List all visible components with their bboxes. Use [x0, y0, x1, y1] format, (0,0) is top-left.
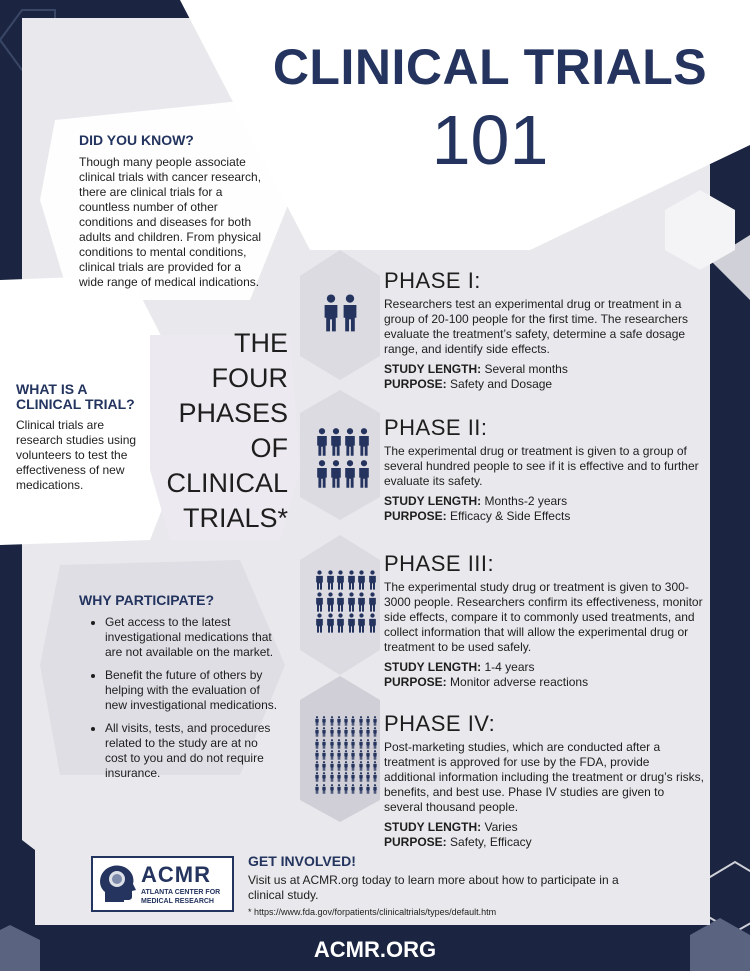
get-involved-section — [248, 853, 668, 917]
person-icon — [329, 772, 335, 782]
four-phases-line: FOUR — [211, 363, 288, 393]
person-icon — [350, 761, 356, 771]
person-icon — [368, 570, 377, 590]
person-icon — [314, 750, 320, 760]
person-icon — [350, 727, 356, 737]
person-icon — [321, 716, 327, 726]
person-icon — [358, 772, 364, 782]
person-icon — [358, 784, 364, 794]
why-participate-list — [79, 615, 279, 781]
person-icon — [350, 772, 356, 782]
person-icon — [350, 716, 356, 726]
person-icon — [321, 739, 327, 749]
person-icon — [336, 716, 342, 726]
phase-title: PHASE II: — [384, 415, 488, 440]
phase-4 — [384, 711, 704, 850]
phase-3 — [384, 551, 704, 690]
person-icon — [329, 761, 335, 771]
head-brain-icon — [99, 864, 137, 904]
what-is-heading-line2: CLINICAL TRIAL? — [16, 396, 135, 412]
purpose-value: Safety, Efficacy — [450, 835, 532, 849]
person-icon — [321, 784, 327, 794]
acmr-logo[interactable] — [91, 856, 234, 912]
person-icon — [357, 570, 366, 590]
person-icon — [329, 739, 335, 749]
person-icon — [343, 750, 349, 760]
purpose-label: PURPOSE: — [384, 509, 447, 523]
person-icon — [347, 570, 356, 590]
list-item: • All visits, tests, and procedures related to the study are at no cost to you and do not require insurance. — [105, 721, 279, 781]
person-icon — [314, 727, 320, 737]
person-icon — [365, 772, 371, 782]
person-icon — [321, 727, 327, 737]
four-phases-line: OF — [250, 433, 288, 463]
logo-subtitle-line2: MEDICAL RESEARCH — [141, 898, 214, 905]
person-icon — [329, 750, 335, 760]
purpose-label: PURPOSE: — [384, 675, 447, 689]
person-icon — [326, 613, 335, 633]
what-is-heading-line1: WHAT IS A — [16, 381, 88, 397]
person-icon — [336, 761, 342, 771]
person-icon — [368, 613, 377, 633]
phase-body: Researchers test an experimental drug or treatment in a group of 20-100 people for the first time. The researchers evaluate the treatment’s safety, determine a safe dosage range, and identify side effects. — [384, 297, 688, 356]
person-icon — [336, 784, 342, 794]
person-icon — [321, 761, 327, 771]
footer-url[interactable]: ACMR.ORG — [313, 937, 437, 962]
person-icon — [321, 750, 327, 760]
phase4-people-icon — [314, 716, 380, 795]
what-is-body: Clinical trials are research studies using volunteers to test the effectiveness of new medications. — [16, 418, 137, 492]
phase-title: PHASE IV: — [384, 711, 496, 736]
person-icon — [344, 427, 356, 457]
person-icon — [330, 459, 342, 489]
list-item: • Benefit the future of others by helping with the evaluation of new investigational medications. — [105, 668, 279, 713]
person-icon — [350, 750, 356, 760]
study-length-label: STUDY LENGTH: — [384, 362, 482, 376]
person-icon — [358, 761, 364, 771]
person-icon — [372, 739, 378, 749]
did-you-know-section — [79, 132, 269, 290]
person-icon — [372, 716, 378, 726]
person-icon — [314, 761, 320, 771]
four-phases-line: PHASES — [178, 398, 288, 428]
person-icon — [314, 716, 320, 726]
person-icon — [350, 784, 356, 794]
four-phases-line: CLINICAL — [166, 468, 288, 498]
study-length-label: STUDY LENGTH: — [384, 660, 482, 674]
did-you-know-body: Though many people associate clinical trials with cancer research, there are clinical trials for a countless number of other conditions and diseases for both adults and children. From physical conditions to mental conditions, clinical trials are provided for a wide range of medical indications. — [79, 155, 262, 289]
phase-body: The experimental study drug or treatment is given to 300-3000 people. Researchers confirm its effectiveness, monitor side effects, compare it to commonly used treatments, and collect information that will allow the experimental drug or treatment to be used safely. — [384, 580, 703, 654]
phase2-people-icon — [316, 427, 376, 491]
phase-body: The experimental drug or treatment is given to a group of several hundred people to see if it is effective and to further evaluate its safety. — [384, 444, 699, 488]
person-icon — [315, 570, 324, 590]
person-icon — [343, 784, 349, 794]
logo-subtitle — [141, 888, 233, 906]
person-icon — [372, 772, 378, 782]
phase1-people-icon — [323, 291, 363, 338]
phase-title: PHASE III: — [384, 551, 495, 576]
person-icon — [343, 727, 349, 737]
person-icon — [315, 613, 324, 633]
person-icon — [316, 427, 328, 457]
person-icon — [315, 592, 324, 612]
person-icon — [336, 592, 345, 612]
purpose-label: PURPOSE: — [384, 835, 447, 849]
person-icon — [323, 291, 339, 335]
person-icon — [358, 716, 364, 726]
person-icon — [336, 613, 345, 633]
person-icon — [357, 592, 366, 612]
person-icon — [365, 727, 371, 737]
person-icon — [358, 427, 370, 457]
phase-1 — [384, 268, 704, 392]
person-icon — [357, 613, 366, 633]
study-length-value: 1-4 years — [484, 660, 535, 674]
person-icon — [326, 592, 335, 612]
person-icon — [350, 739, 356, 749]
person-icon — [342, 291, 358, 335]
person-icon — [314, 739, 320, 749]
person-icon — [358, 459, 370, 489]
person-icon — [365, 716, 371, 726]
person-icon — [365, 784, 371, 794]
phase-body: Post-marketing studies, which are conducted after a treatment is approved for use by the FDA, provide additional information including the treatment or drug’s risks, benefits, and best use. Phase IV studies are given to several thousand people. — [384, 740, 704, 814]
get-involved-heading: GET INVOLVED! — [248, 853, 356, 869]
person-icon — [372, 750, 378, 760]
purpose-label: PURPOSE: — [384, 377, 447, 391]
purpose-value: Safety and Dosage — [450, 377, 553, 391]
study-length-label: STUDY LENGTH: — [384, 820, 482, 834]
why-participate-heading: WHY PARTICIPATE? — [79, 592, 215, 608]
person-icon — [314, 784, 320, 794]
person-icon — [321, 772, 327, 782]
person-icon — [314, 772, 320, 782]
footnote-link[interactable]: * https://www.fda.gov/forpatients/clinicaltrials/types/default.htm — [248, 907, 497, 917]
what-is-section — [16, 382, 141, 493]
person-icon — [347, 592, 356, 612]
why-participate-section — [79, 592, 279, 789]
person-icon — [358, 739, 364, 749]
person-icon — [347, 613, 356, 633]
person-icon — [336, 772, 342, 782]
person-icon — [365, 739, 371, 749]
person-icon — [316, 459, 328, 489]
person-icon — [329, 716, 335, 726]
four-phases-line: TRIALS* — [182, 503, 288, 533]
get-involved-body: Visit us at ACMR.org today to learn more about how to participate in a clinical study. — [248, 873, 619, 902]
person-icon — [336, 570, 345, 590]
logo-subtitle-line1: ATLANTA CENTER FOR — [141, 889, 221, 896]
person-icon — [344, 459, 356, 489]
person-icon — [329, 784, 335, 794]
person-icon — [336, 739, 342, 749]
person-icon — [368, 592, 377, 612]
person-icon — [365, 750, 371, 760]
purpose-value: Efficacy & Side Effects — [450, 509, 571, 523]
person-icon — [372, 761, 378, 771]
study-length-value: Varies — [484, 820, 518, 834]
page-title-number: 101 — [431, 101, 549, 179]
person-icon — [372, 784, 378, 794]
phase-2 — [384, 415, 704, 524]
four-phases-line: THE — [234, 328, 288, 358]
person-icon — [372, 727, 378, 737]
study-length-value: Several months — [484, 362, 568, 376]
study-length-label: STUDY LENGTH: — [384, 494, 482, 508]
person-icon — [358, 750, 364, 760]
purpose-value: Monitor adverse reactions — [450, 675, 589, 689]
four-phases-title — [150, 326, 288, 536]
person-icon — [343, 739, 349, 749]
person-icon — [329, 727, 335, 737]
person-icon — [330, 427, 342, 457]
logo-name: ACMR — [141, 862, 211, 887]
person-icon — [365, 761, 371, 771]
person-icon — [336, 750, 342, 760]
person-icon — [343, 772, 349, 782]
person-icon — [358, 727, 364, 737]
study-length-value: Months-2 years — [484, 494, 568, 508]
person-icon — [336, 727, 342, 737]
phase3-people-icon — [315, 570, 379, 635]
did-you-know-heading: DID YOU KNOW? — [79, 132, 194, 148]
page-title: CLINICAL TRIALS — [272, 39, 708, 95]
person-icon — [326, 570, 335, 590]
person-icon — [343, 761, 349, 771]
list-item: • Get access to the latest investigational medications that are not available on the market. — [105, 615, 279, 660]
phase-title: PHASE I: — [384, 268, 481, 293]
person-icon — [343, 716, 349, 726]
